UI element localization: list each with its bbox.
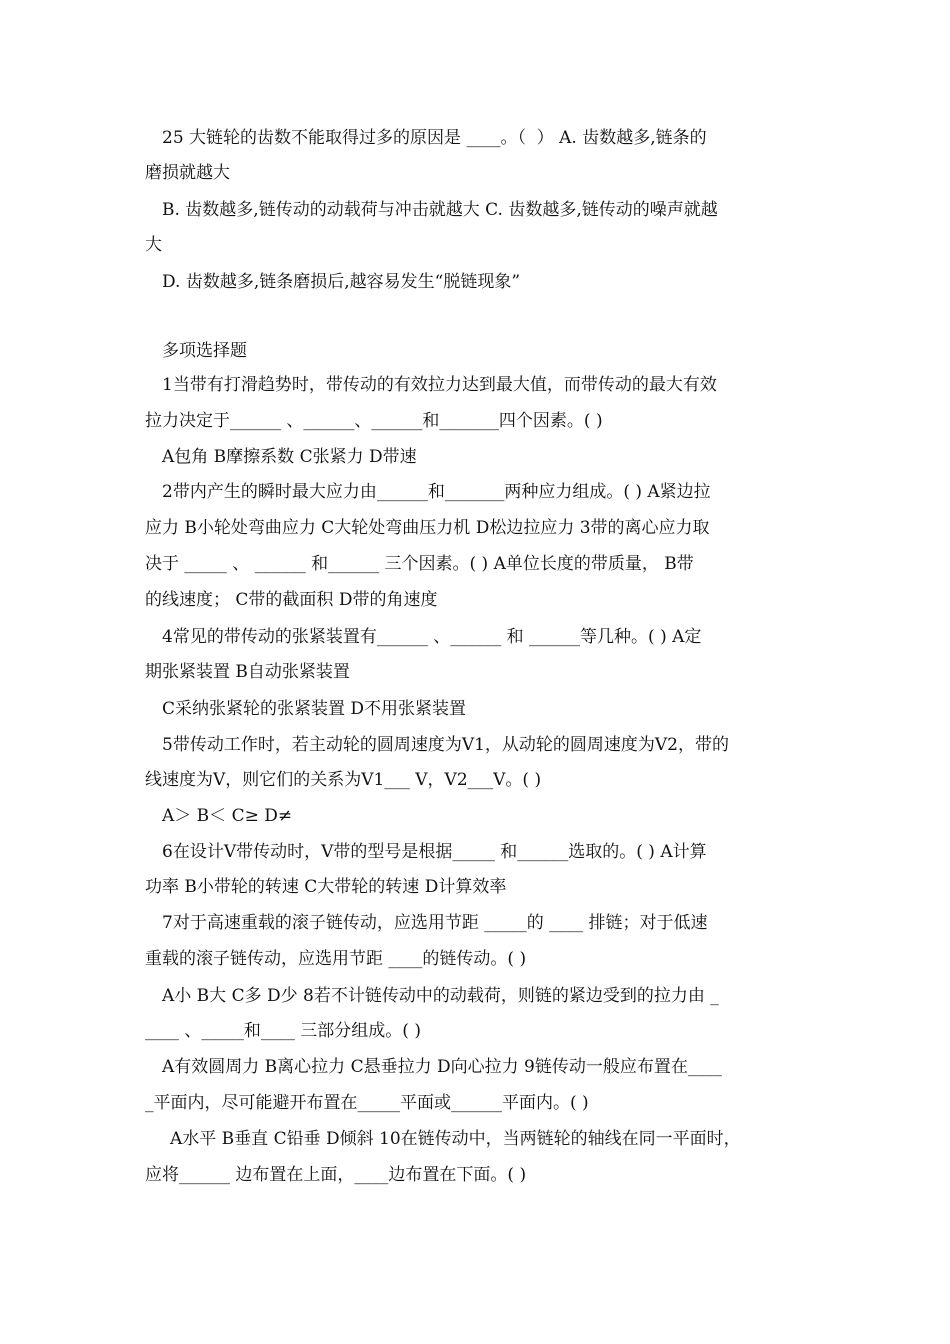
text-line: 2带内产生的瞬时最大应力由______和_______两种应力组成。( ) A紧边拉 [162,482,711,502]
text-line: 6在设计V带传动时，V带的型号是根据_____ 和______选取的。( ) A计算 [162,842,707,862]
question-25-line-1: 25 大链轮的齿数不能取得过多的原因是 ____。（ ） A. 齿数越多,链条的 [162,128,707,148]
text-line: C采纳张紧轮的张紧装置 D不用张紧装置 [162,699,467,719]
text-line: 应力 B小轮处弯曲应力 C大轮处弯曲压力机 D松边拉应力 3带的离心应力取 [145,518,710,538]
text-line: 7对于高速重载的滚子链传动，应选用节距 _____的 ____ 排链；对于低速 [162,913,708,933]
text-line: A有效圆周力 B离心拉力 C悬垂拉力 D向心拉力 9链传动一般应布置在____ [162,1057,722,1077]
text-line: A水平 B垂直 C铅垂 D倾斜 10在链传动中，当两链轮的轴线在同一平面时， [170,1129,741,1149]
text-line: 4常见的带传动的张紧装置有______ 、______ 和 ______等几种。( ) A定 [162,627,702,647]
text-line: 1当带有打滑趋势时，带传动的有效拉力达到最大值，而带传动的最大有效 [162,375,717,395]
text-line: 应将______ 边布置在上面，____边布置在下面。( ) [145,1165,527,1185]
text-line: 期张紧装置 B自动张紧装置 [145,662,350,682]
question-25-line-2: 磨损就越大 [145,163,230,183]
text-line: A包角 B摩擦系数 C张紧力 D带速 [162,447,417,467]
text-line: 决于 _____ 、 ______ 和______ 三个因素。( ) A单位长度的带质量， B带 [145,554,694,574]
text-line: 拉力决定于______ 、______、______和_______四个因素。( ) [145,411,603,431]
question-25-line-4: 大 [145,235,162,255]
text-line: 的线速度； C带的截面积 D带的角速度 [145,590,438,610]
section-heading: 多项选择题 [162,341,247,361]
text-line: 重载的滚子链传动，应选用节距 ____的链传动。( ) [145,949,527,969]
text-line: _平面内，尽可能避开布置在_____平面或______平面内。( ) [145,1093,589,1113]
question-25-line-3: B. 齿数越多,链传动的动载荷与冲击就越大 C. 齿数越多,链传动的噪声就越 [162,200,718,220]
text-line: A＞ B＜ C≥ D≠ [162,806,293,826]
text-line: 功率 B小带轮的转速 C大带轮的转速 D计算效率 [145,877,507,897]
text-line: 线速度为V，则它们的关系为V1___ V，V2___V。( ) [145,770,542,790]
question-25-line-5: D. 齿数越多,链条磨损后,越容易发生“脱链现象” [162,272,521,292]
text-line: ____ 、_____和____ 三部分组成。( ) [145,1021,421,1041]
text-line: 5带传动工作时，若主动轮的圆周速度为V1，从动轮的圆周速度为V2，带的 [162,735,729,755]
text-line: A小 B大 C多 D少 8若不计链传动中的动载荷，则链的紧边受到的拉力由 _ [162,986,719,1006]
